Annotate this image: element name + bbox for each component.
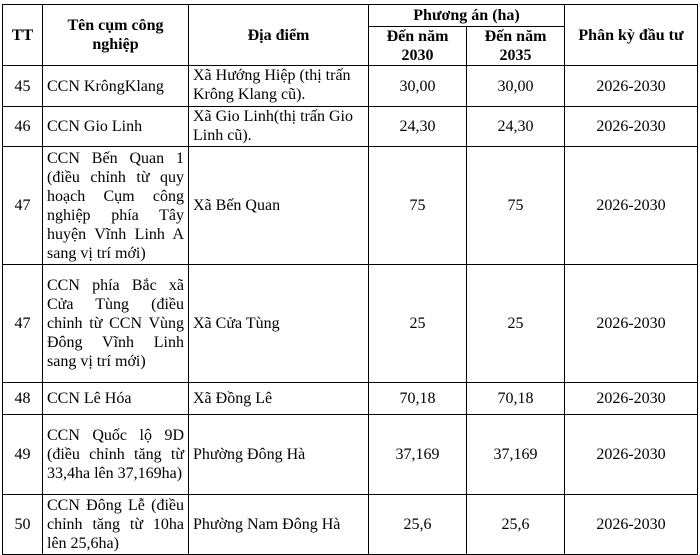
row-tt: 46 (3, 107, 43, 147)
row-name: CCN Quốc lộ 9D (điều chỉnh tăng từ 33,4ha lên 37,169ha) (43, 415, 189, 495)
header-period: Phân kỳ đầu tư (565, 5, 698, 66)
row-tt: 49 (3, 415, 43, 495)
header-plan-2030: Đến năm 2030 (369, 27, 467, 66)
row-name: CCN Lê Hóa (43, 383, 189, 415)
row-period: 2026-2030 (565, 107, 698, 147)
header-tt: TT (3, 5, 43, 66)
table-row (3, 383, 698, 415)
row-2035: 37,169 (467, 415, 565, 495)
row-2035: 24,30 (467, 107, 565, 147)
row-period: 2026-2030 (565, 66, 698, 107)
header-plan-2035: Đến năm 2035 (467, 27, 565, 66)
header-row-1 (3, 5, 698, 27)
row-name: CCN Bến Quan 1 (điều chỉnh từ quy hoạch Cụm công nghiệp phía Tây huyện Vĩnh Linh A sang vị trí mới) (43, 147, 189, 265)
header-name: Tên cụm công nghiệp (43, 5, 189, 66)
row-name: CCN phía Bắc xã Cửa Tùng (điều chỉnh từ CCN Vùng Đông Vĩnh Linh sang vị trí mới) (43, 265, 189, 383)
row-location: Phường Đông Hà (189, 415, 369, 495)
row-location: Xã Bến Quan (189, 147, 369, 265)
table-row (3, 415, 698, 495)
row-2030: 24,30 (369, 107, 467, 147)
row-period: 2026-2030 (565, 383, 698, 415)
header-location: Địa điểm (189, 5, 369, 66)
industrial-cluster-table (2, 4, 698, 555)
row-tt: 47 (3, 147, 43, 265)
row-location: Xã Hướng Hiệp (thị trấn Krông Klang cũ). (189, 66, 369, 107)
row-tt: 48 (3, 383, 43, 415)
row-2030: 70,18 (369, 383, 467, 415)
row-location: Xã Gio Linh(thị trấn Gio Linh cũ). (189, 107, 369, 147)
row-2035: 25,6 (467, 495, 565, 555)
row-name: CCN Đông Lễ (điều chỉnh tăng từ 10ha lên 25,6ha) (43, 495, 189, 555)
row-2030: 25 (369, 265, 467, 383)
table-row (3, 265, 698, 383)
row-2035: 30,00 (467, 66, 565, 107)
row-name: CCN KrôngKlang (43, 66, 189, 107)
table-row (3, 107, 698, 147)
row-location: Phường Nam Đông Hà (189, 495, 369, 555)
row-name: CCN Gio Linh (43, 107, 189, 147)
table-row (3, 66, 698, 107)
row-2035: 25 (467, 265, 565, 383)
row-tt: 45 (3, 66, 43, 107)
row-2035: 70,18 (467, 383, 565, 415)
row-2030: 75 (369, 147, 467, 265)
row-2030: 25,6 (369, 495, 467, 555)
row-location: Xã Cửa Tùng (189, 265, 369, 383)
row-2035: 75 (467, 147, 565, 265)
row-period: 2026-2030 (565, 415, 698, 495)
row-2030: 30,00 (369, 66, 467, 107)
row-period: 2026-2030 (565, 495, 698, 555)
row-location: Xã Đồng Lê (189, 383, 369, 415)
header-plan-group: Phương án (ha) (369, 5, 565, 27)
row-period: 2026-2030 (565, 147, 698, 265)
table-row (3, 147, 698, 265)
row-2030: 37,169 (369, 415, 467, 495)
table-row (3, 495, 698, 555)
row-tt: 47 (3, 265, 43, 383)
row-period: 2026-2030 (565, 265, 698, 383)
row-tt: 50 (3, 495, 43, 555)
